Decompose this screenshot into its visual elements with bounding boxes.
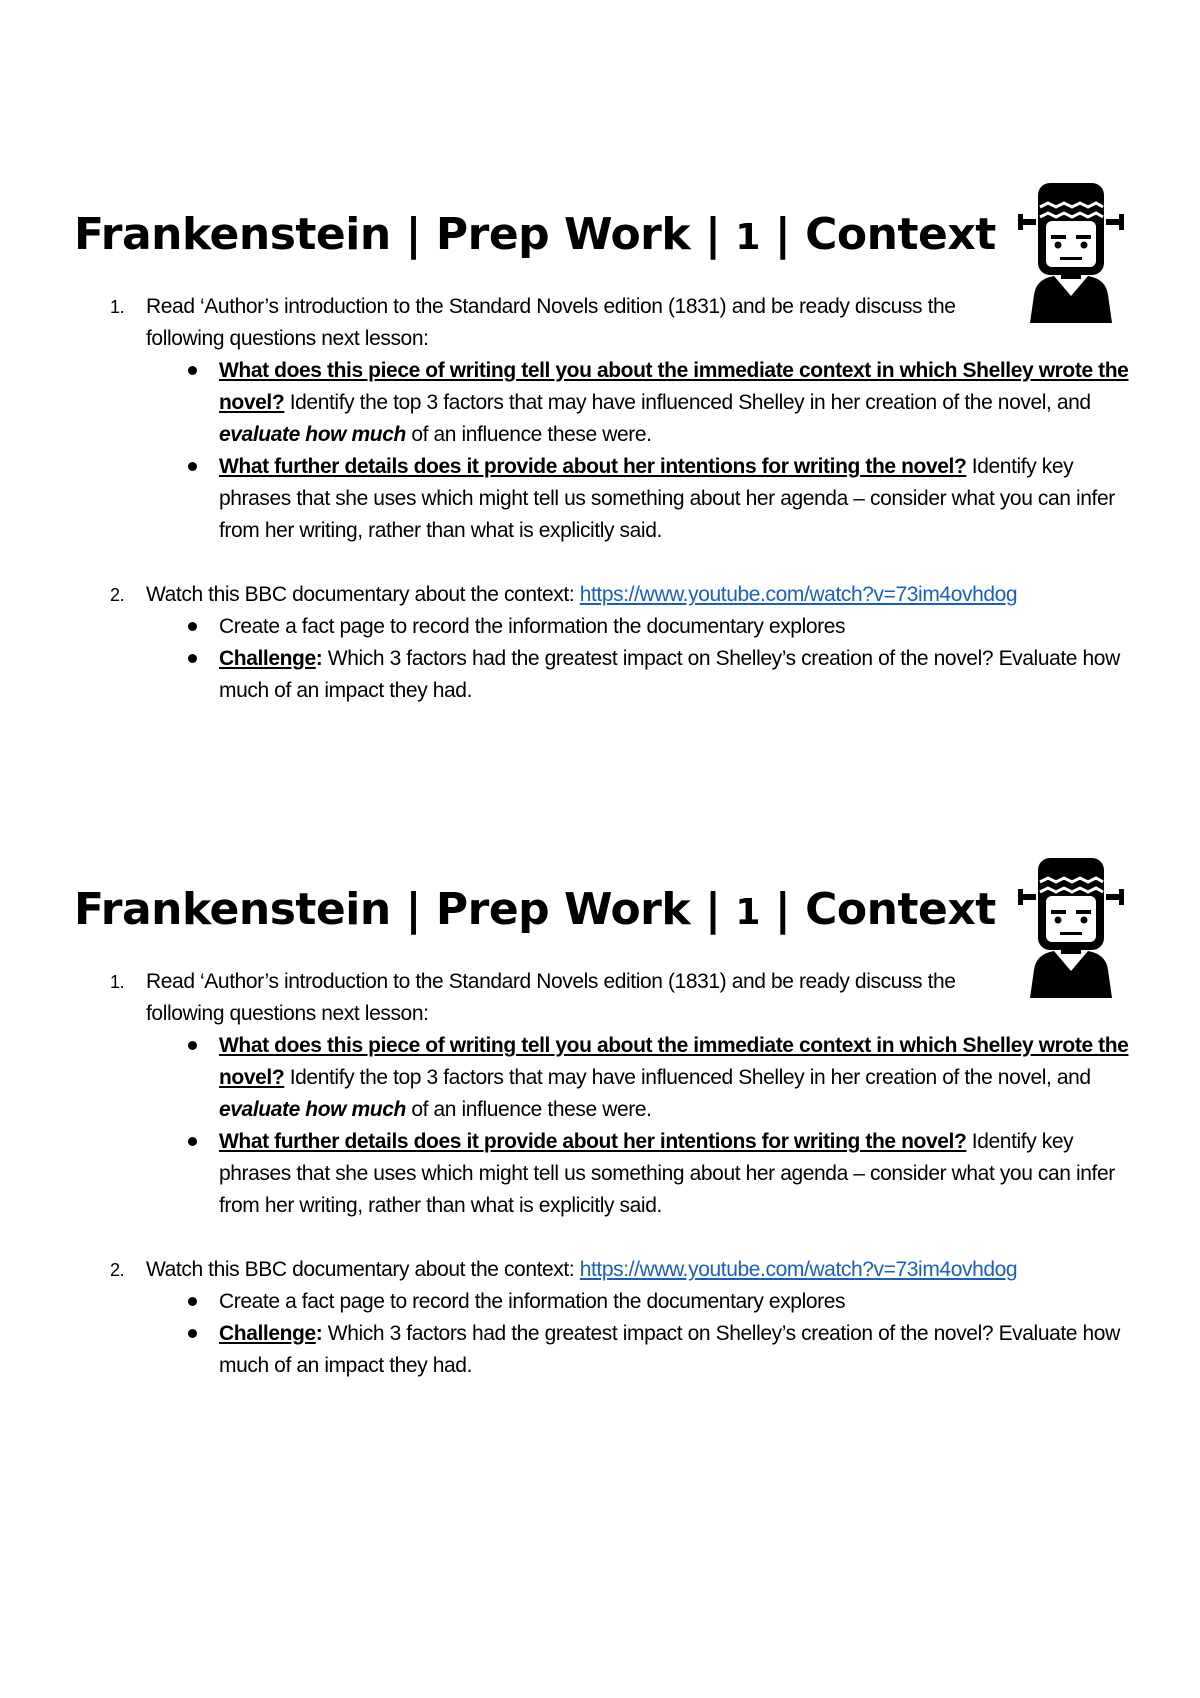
- page-title: Frankenstein | Prep Work | 1 | Context: [74, 209, 996, 260]
- bullet-item: What further details does it provide about her intentions for writing the novel? Identify key phrases that she uses which might tell us something about her agenda – consider what you can infer from her writing, rather than what is explicitly said.: [219, 451, 1129, 547]
- bullet-question: What does this piece of writing tell you about the immediate context in which Shelley wrote the novel?: [219, 1034, 1129, 1089]
- bullet-item: What further details does it provide about her intentions for writing the novel? Identify key phrases that she uses which might tell us something about her agenda – consider what you can infer from her writing, rather than what is explicitly said.: [219, 1126, 1129, 1222]
- task-text: Read ‘Author’s introduction to the Standard Novels edition (1831) and be ready discuss the following questions next lesson:: [146, 295, 956, 350]
- task-number: 2.: [110, 1260, 125, 1280]
- bullet-question: What further details does it provide about her intentions for writing the novel?: [219, 1130, 967, 1153]
- bullet-item: Challenge: Which 3 factors had the greatest impact on Shelley’s creation of the novel? Evaluate how much of an impact they had.: [219, 643, 1129, 707]
- bullet-item: Create a fact page to record the information the documentary explores: [219, 1286, 1129, 1318]
- page-title: Frankenstein | Prep Work | 1 | Context: [74, 884, 996, 935]
- emphasis-text: evaluate how much: [219, 1098, 406, 1121]
- task-list: [0, 291, 1200, 707]
- bullet-item: What does this piece of writing tell you about the immediate context in which Shelley wrote the novel? Identify the top 3 factors that may have influenced Shelley in her creation of the novel, and evaluate how much of an influence these were.: [219, 355, 1129, 451]
- bullet-dot: [188, 1297, 197, 1306]
- task-item-1: [0, 291, 1200, 547]
- task-item-2: [0, 579, 1200, 707]
- task-number: 1.: [110, 297, 125, 317]
- bullet-dot: [188, 1329, 197, 1338]
- challenge-label: Challenge: [219, 647, 316, 670]
- bullet-item: What does this piece of writing tell you about the immediate context in which Shelley wrote the novel? Identify the top 3 factors that may have influenced Shelley in her creation of the novel, and evaluate how much of an influence these were.: [219, 1030, 1129, 1126]
- task-item-2: [0, 1254, 1200, 1382]
- task-text: Read ‘Author’s introduction to the Standard Novels edition (1831) and be ready discuss the following questions next lesson:: [146, 970, 956, 1025]
- prep-work-section-bottom: [0, 880, 1200, 1500]
- prep-work-section-top: [0, 205, 1200, 825]
- bullet-question: What does this piece of writing tell you about the immediate context in which Shelley wrote the novel?: [219, 359, 1129, 414]
- youtube-link[interactable]: https://www.youtube.com/watch?v=73im4ovhdog: [579, 1258, 1018, 1281]
- task-item-1: [0, 966, 1200, 1222]
- emphasis-text: evaluate how much: [219, 423, 406, 446]
- task-number: 2.: [110, 585, 125, 605]
- youtube-link[interactable]: https://www.youtube.com/watch?v=73im4ovhdog: [579, 583, 1018, 606]
- bullet-dot: [188, 622, 197, 631]
- bullet-question: What further details does it provide about her intentions for writing the novel?: [219, 455, 967, 478]
- bullet-dot: [188, 366, 197, 375]
- bullet-dot: [188, 462, 197, 471]
- bullet-item: Create a fact page to record the information the documentary explores: [219, 611, 1129, 643]
- bullet-dot: [188, 1041, 197, 1050]
- task-text: Watch this BBC documentary about the context: https://www.youtube.com/watch?v=73im4ovhdog: [146, 1258, 1018, 1281]
- task-text: Watch this BBC documentary about the context: https://www.youtube.com/watch?v=73im4ovhdog: [146, 583, 1018, 606]
- bullet-item: Challenge: Which 3 factors had the greatest impact on Shelley’s creation of the novel? Evaluate how much of an impact they had.: [219, 1318, 1129, 1382]
- task-list: [0, 966, 1200, 1382]
- bullet-dot: [188, 654, 197, 663]
- task-number: 1.: [110, 972, 125, 992]
- challenge-label: Challenge: [219, 1322, 316, 1345]
- bullet-dot: [188, 1137, 197, 1146]
